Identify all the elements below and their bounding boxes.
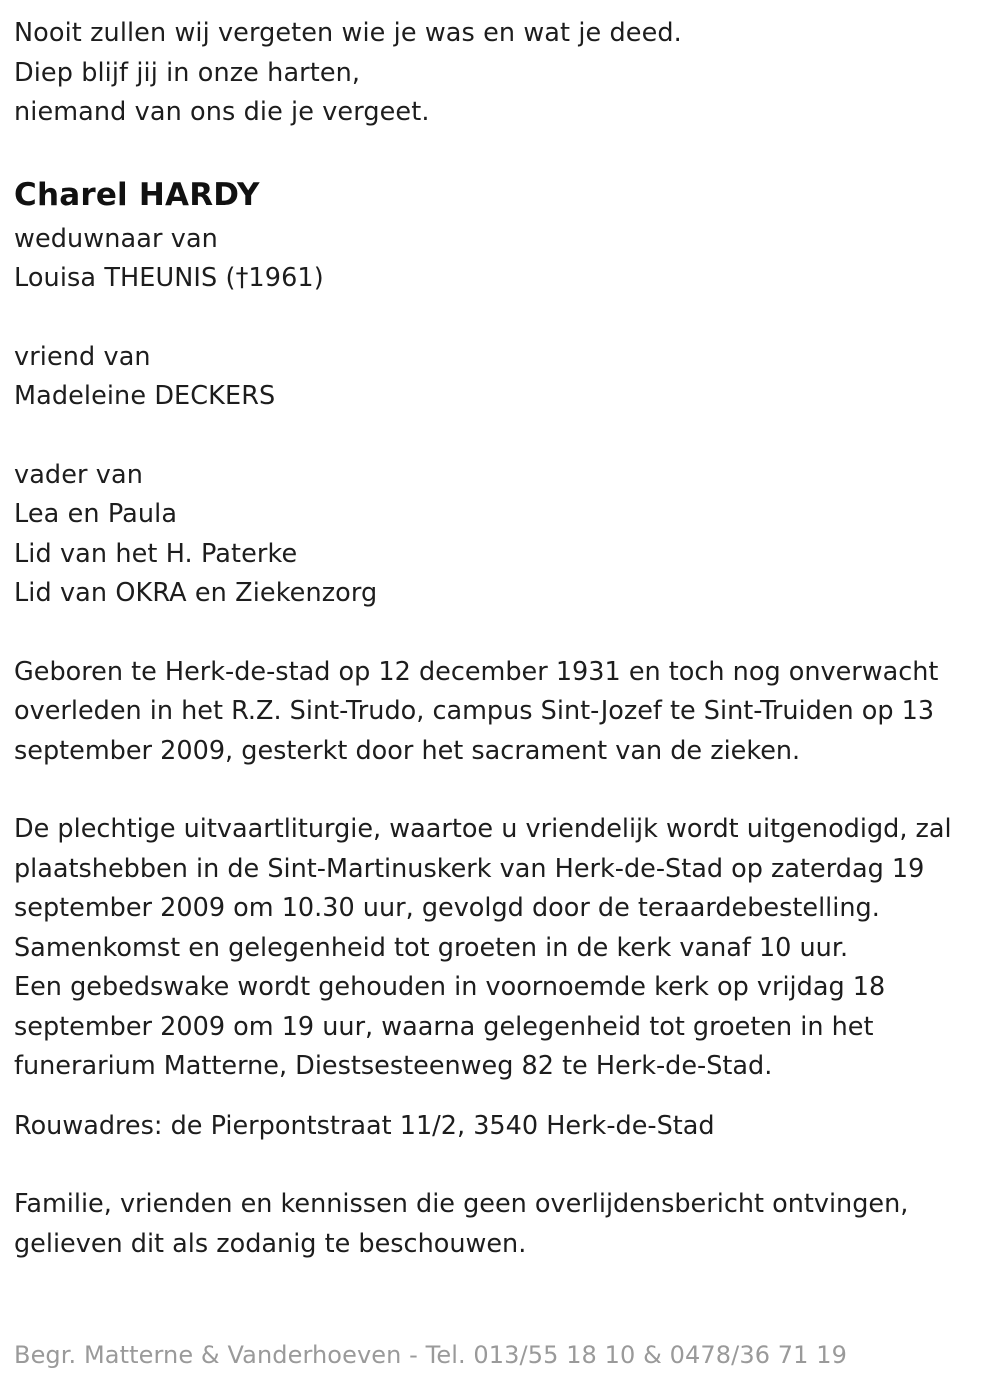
closing-line-1: Familie, vrienden en kennissen die geen overlijdensbericht ontvingen, <box>14 1189 909 1219</box>
closing-line-2: gelieven dit als zodanig te beschouwen. <box>14 1228 527 1259</box>
spacer-after-service <box>14 1087 966 1107</box>
opening-verse-line-1: Nooit zullen wij vergeten wie je was en wat je deed. <box>14 18 682 48</box>
mourning-address: Rouwadres: de Pierpontstraat 11/2, 3540 Herk-de-Stad <box>14 1110 715 1141</box>
birth-death-line-1: Geboren te Herk-de-stad op 12 december 1931 en toch nog onverwacht <box>14 656 939 687</box>
service-line-7: funerarium Matterne, Diestsesteenweg 82 te Herk-de-Stad. <box>14 1051 773 1081</box>
opening-verse-line-3: niemand van ons die je vergeet. <box>14 97 430 127</box>
deceased-name: Charel HARDY <box>14 176 260 213</box>
service-line-1: De plechtige uitvaartliturgie, waartoe u vriendelijk wordt uitgenodigd, zal <box>14 814 952 844</box>
membership-line-2: Lid van OKRA en Ziekenzorg <box>14 578 378 608</box>
relation-father-role: vader van <box>14 459 143 490</box>
spacer-after-widower <box>14 299 966 338</box>
service-line-2: plaatshebben in de Sint-Martinuskerk van Herk-de-Stad op zaterdag 19 <box>14 853 925 884</box>
service-paragraph <box>14 810 966 1087</box>
birth-death-line-3: september 2009, gesterkt door het sacrament van de zieken. <box>14 735 801 766</box>
spacer-after-verse <box>14 133 966 172</box>
birth-death-paragraph <box>14 653 966 772</box>
membership-line-1: Lid van het H. Paterke <box>14 538 298 569</box>
birth-death-line-2: overleden in het R.Z. Sint-Trudo, campus Sint-Jozef te Sint-Truiden op 13 <box>14 696 935 726</box>
spacer-after-birth-death <box>14 771 966 810</box>
relation-father-person-1: Lea en Paula <box>14 499 178 529</box>
relation-friend <box>14 338 966 417</box>
opening-verse <box>14 14 966 133</box>
opening-verse-line-2: Diep blijf jij in onze harten, <box>14 57 361 88</box>
funeral-home-footer: Begr. Matterne & Vanderhoeven - Tel. 013/55 18 10 & 0478/36 71 19 <box>14 1341 848 1369</box>
relation-widower-role: weduwnaar van <box>14 223 218 254</box>
spacer-after-address <box>14 1146 966 1185</box>
closing-paragraph <box>14 1185 966 1264</box>
relation-widower <box>14 220 966 299</box>
service-line-5: Een gebedswake wordt gehouden in voornoemde kerk op vrijdag 18 <box>14 972 886 1002</box>
service-line-6: september 2009 om 19 uur, waarna gelegenheid tot groeten in het <box>14 1011 874 1042</box>
service-line-4: Samenkomst en gelegenheid tot groeten in de kerk vanaf 10 uur. <box>14 932 849 963</box>
relation-father <box>14 456 966 614</box>
relation-friend-role: vriend van <box>14 341 151 372</box>
service-line-3: september 2009 om 10.30 uur, gevolgd door de teraardebestelling. <box>14 893 880 923</box>
spacer-after-father <box>14 614 966 653</box>
spacer-after-friend <box>14 417 966 456</box>
relation-friend-person-1: Madeleine DECKERS <box>14 381 276 411</box>
relation-widower-person-1: Louisa THEUNIS (†1961) <box>14 263 324 293</box>
